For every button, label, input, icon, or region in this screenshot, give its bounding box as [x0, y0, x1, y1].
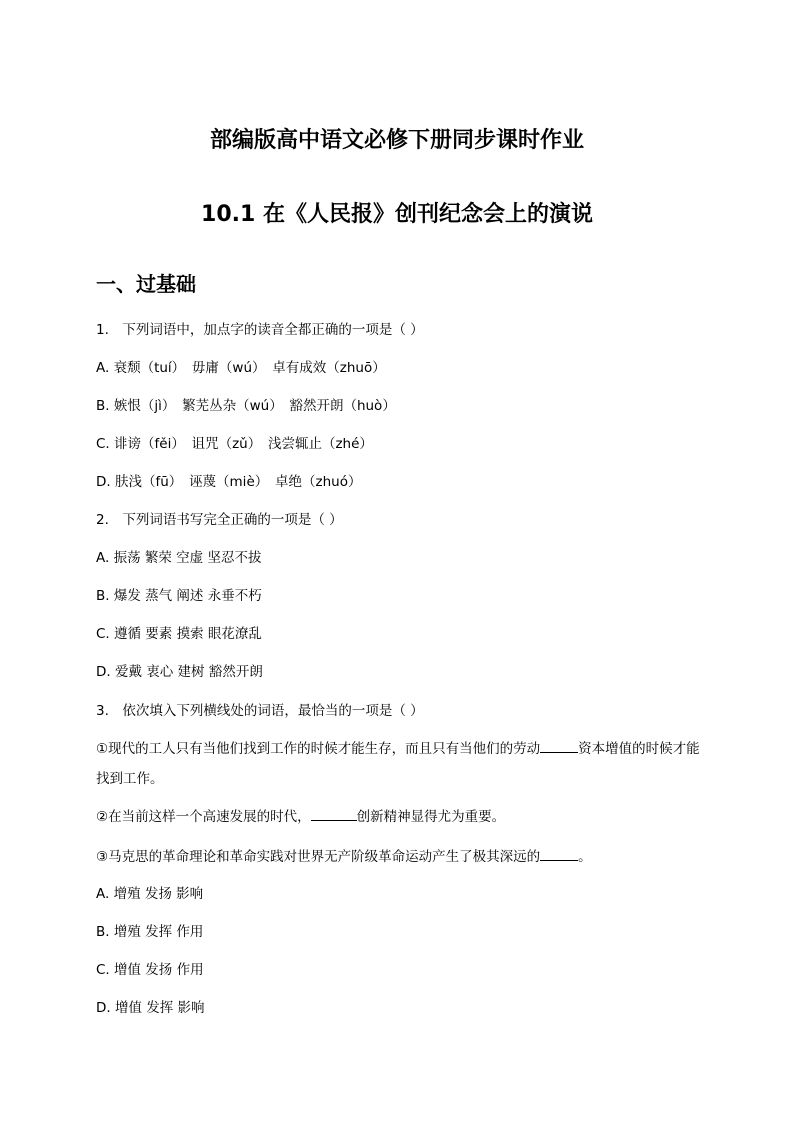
sentence-2-after-blank: 创新精神显得尤为重要。 — [356, 809, 506, 825]
question-3-sentence-3 — [96, 846, 706, 867]
question-1-stem: 1. 下列词语中，加点字的读音全都正确的一项是（ ） — [96, 322, 424, 338]
question-2-option-d: D. 爱戴 衷心 建树 豁然开朗 — [96, 664, 263, 680]
document-title: 部编版高中语文必修下册同步课时作业 — [209, 128, 584, 153]
lesson-title: 10.1 在《人民报》创刊纪念会上的演说 — [201, 202, 593, 227]
question-3-sentence-1 — [96, 734, 706, 794]
question-1-option-b: B. 嫉恨（jì） 繁芜丛杂（wú） 豁然开朗（huò） — [96, 398, 396, 414]
fill-blank-1 — [540, 738, 578, 753]
question-3-sentence-2 — [96, 806, 706, 827]
sentence-1-after-blank: 资本增值的时候才能找到工作。 — [96, 741, 700, 787]
sentence-3-after-blank: 。 — [578, 849, 592, 865]
question-1-option-a: A. 衰颓（tuí） 毋庸（wú） 卓有成效（zhuō） — [96, 360, 386, 376]
question-2-stem: 2. 下列词语书写完全正确的一项是（ ） — [96, 512, 343, 528]
sentence-2-before-blank: ②在当前这样一个高速发展的时代， — [96, 809, 311, 825]
question-3-stem: 3. 依次填入下列横线处的词语，最恰当的一项是（ ） — [96, 703, 424, 719]
question-1-option-d: D. 肤浅（fū） 诬蔑（miè） 卓绝（zhuó） — [96, 474, 362, 490]
fill-blank-3 — [540, 846, 578, 861]
question-3-option-a: A. 增殖 发扬 影响 — [96, 886, 204, 902]
question-3-option-d: D. 增值 发挥 影响 — [96, 1000, 205, 1016]
sentence-1-before-blank: ①现代的工人只有当他们找到工作的时候才能生存，而且只有当他们的劳动 — [96, 741, 541, 757]
section-heading: 一、过基础 — [96, 272, 196, 296]
question-1-option-c: C. 诽谤（fěi） 诅咒（zǔ） 浅尝辄止（zhé） — [96, 436, 373, 452]
sentence-3-before-blank: ③马克思的革命理论和革命实践对世界无产阶级革命运动产生了极其深远的 — [96, 849, 541, 865]
question-2-option-a: A. 振荡 繁荣 空虚 坚忍不拔 — [96, 550, 262, 566]
fill-blank-2 — [311, 806, 357, 821]
question-2-option-c: C. 遵循 要素 摸索 眼花潦乱 — [96, 626, 262, 642]
question-3-option-b: B. 增殖 发挥 作用 — [96, 924, 204, 940]
question-3-option-c: C. 增值 发扬 作用 — [96, 962, 204, 978]
question-2-option-b: B. 爆发 蒸气 阐述 永垂不朽 — [96, 588, 262, 604]
